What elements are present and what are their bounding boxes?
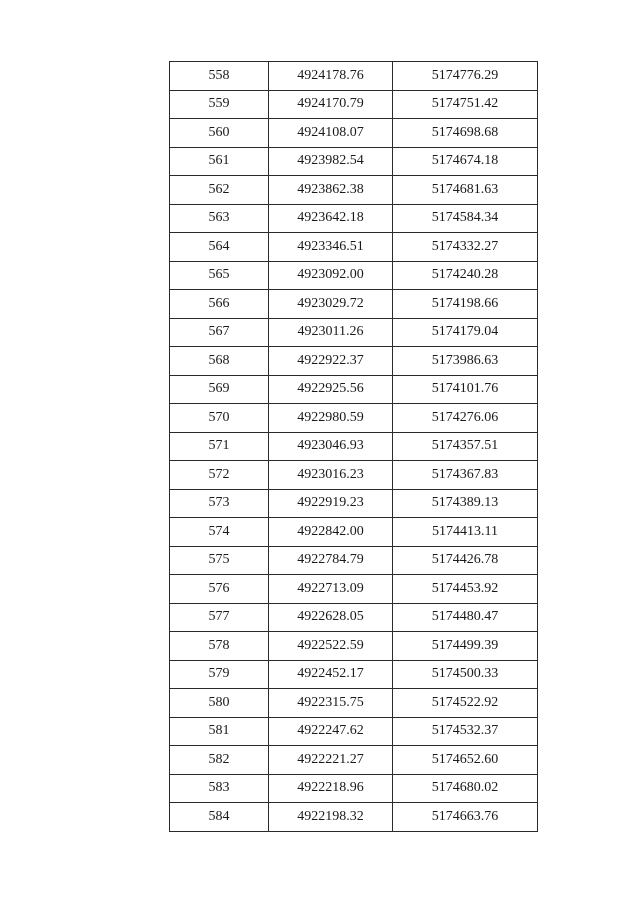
x-coordinate-cell: 4922713.09: [269, 575, 393, 604]
x-coordinate-cell: 4922925.56: [269, 375, 393, 404]
x-coordinate-cell: 4922218.96: [269, 774, 393, 803]
point-number-cell: 574: [170, 518, 269, 547]
table-row: [170, 774, 538, 803]
x-coordinate-cell: 4923016.23: [269, 461, 393, 490]
table-row: [170, 290, 538, 319]
table-row: [170, 546, 538, 575]
x-coordinate-cell: 4922221.27: [269, 746, 393, 775]
y-coordinate-cell: 5173986.63: [393, 347, 538, 376]
x-coordinate-cell: 4922315.75: [269, 689, 393, 718]
point-number-cell: 568: [170, 347, 269, 376]
x-coordinate-cell: 4922842.00: [269, 518, 393, 547]
point-number-cell: 561: [170, 147, 269, 176]
point-number-cell: 560: [170, 119, 269, 148]
point-number-cell: 564: [170, 233, 269, 262]
point-number-cell: 559: [170, 90, 269, 119]
coordinates-table: [169, 61, 538, 832]
table-row: [170, 90, 538, 119]
x-coordinate-cell: 4923046.93: [269, 432, 393, 461]
table-row: [170, 746, 538, 775]
x-coordinate-cell: 4922922.37: [269, 347, 393, 376]
x-coordinate-cell: 4922628.05: [269, 603, 393, 632]
y-coordinate-cell: 5174240.28: [393, 261, 538, 290]
table-row: [170, 461, 538, 490]
y-coordinate-cell: 5174776.29: [393, 62, 538, 91]
x-coordinate-cell: 4923011.26: [269, 318, 393, 347]
table-row: [170, 147, 538, 176]
point-number-cell: 570: [170, 404, 269, 433]
x-coordinate-cell: 4923346.51: [269, 233, 393, 262]
y-coordinate-cell: 5174751.42: [393, 90, 538, 119]
y-coordinate-cell: 5174332.27: [393, 233, 538, 262]
point-number-cell: 566: [170, 290, 269, 319]
table-row: [170, 261, 538, 290]
table-row: [170, 62, 538, 91]
point-number-cell: 576: [170, 575, 269, 604]
point-number-cell: 577: [170, 603, 269, 632]
x-coordinate-cell: 4922980.59: [269, 404, 393, 433]
x-coordinate-cell: 4924178.76: [269, 62, 393, 91]
table-row: [170, 717, 538, 746]
table-row: [170, 632, 538, 661]
x-coordinate-cell: 4923642.18: [269, 204, 393, 233]
y-coordinate-cell: 5174499.39: [393, 632, 538, 661]
table-row: [170, 432, 538, 461]
y-coordinate-cell: 5174198.66: [393, 290, 538, 319]
y-coordinate-cell: 5174276.06: [393, 404, 538, 433]
x-coordinate-cell: 4922919.23: [269, 489, 393, 518]
x-coordinate-cell: 4924108.07: [269, 119, 393, 148]
y-coordinate-cell: 5174413.11: [393, 518, 538, 547]
y-coordinate-cell: 5174179.04: [393, 318, 538, 347]
x-coordinate-cell: 4922452.17: [269, 660, 393, 689]
point-number-cell: 583: [170, 774, 269, 803]
point-number-cell: 581: [170, 717, 269, 746]
x-coordinate-cell: 4923982.54: [269, 147, 393, 176]
x-coordinate-cell: 4923862.38: [269, 176, 393, 205]
table-row: [170, 404, 538, 433]
table-row: [170, 375, 538, 404]
point-number-cell: 578: [170, 632, 269, 661]
table-row: [170, 318, 538, 347]
table-row: [170, 518, 538, 547]
point-number-cell: 569: [170, 375, 269, 404]
point-number-cell: 580: [170, 689, 269, 718]
table-row: [170, 233, 538, 262]
table-row: [170, 347, 538, 376]
table-row: [170, 660, 538, 689]
point-number-cell: 584: [170, 803, 269, 832]
table-row: [170, 803, 538, 832]
y-coordinate-cell: 5174663.76: [393, 803, 538, 832]
y-coordinate-cell: 5174367.83: [393, 461, 538, 490]
x-coordinate-cell: 4923092.00: [269, 261, 393, 290]
y-coordinate-cell: 5174500.33: [393, 660, 538, 689]
table-row: [170, 176, 538, 205]
x-coordinate-cell: 4922522.59: [269, 632, 393, 661]
y-coordinate-cell: 5174681.63: [393, 176, 538, 205]
table-row: [170, 603, 538, 632]
y-coordinate-cell: 5174584.34: [393, 204, 538, 233]
point-number-cell: 582: [170, 746, 269, 775]
point-number-cell: 562: [170, 176, 269, 205]
table-row: [170, 489, 538, 518]
y-coordinate-cell: 5174652.60: [393, 746, 538, 775]
point-number-cell: 575: [170, 546, 269, 575]
y-coordinate-cell: 5174522.92: [393, 689, 538, 718]
y-coordinate-cell: 5174453.92: [393, 575, 538, 604]
table-row: [170, 119, 538, 148]
y-coordinate-cell: 5174101.76: [393, 375, 538, 404]
point-number-cell: 573: [170, 489, 269, 518]
x-coordinate-cell: 4923029.72: [269, 290, 393, 319]
point-number-cell: 565: [170, 261, 269, 290]
point-number-cell: 558: [170, 62, 269, 91]
y-coordinate-cell: 5174532.37: [393, 717, 538, 746]
x-coordinate-cell: 4922247.62: [269, 717, 393, 746]
point-number-cell: 563: [170, 204, 269, 233]
table-row: [170, 575, 538, 604]
coordinates-table-body: [170, 62, 538, 832]
y-coordinate-cell: 5174698.68: [393, 119, 538, 148]
x-coordinate-cell: 4922198.32: [269, 803, 393, 832]
y-coordinate-cell: 5174357.51: [393, 432, 538, 461]
point-number-cell: 571: [170, 432, 269, 461]
point-number-cell: 567: [170, 318, 269, 347]
y-coordinate-cell: 5174389.13: [393, 489, 538, 518]
x-coordinate-cell: 4922784.79: [269, 546, 393, 575]
y-coordinate-cell: 5174680.02: [393, 774, 538, 803]
table-row: [170, 204, 538, 233]
y-coordinate-cell: 5174674.18: [393, 147, 538, 176]
point-number-cell: 579: [170, 660, 269, 689]
x-coordinate-cell: 4924170.79: [269, 90, 393, 119]
table-row: [170, 689, 538, 718]
y-coordinate-cell: 5174426.78: [393, 546, 538, 575]
y-coordinate-cell: 5174480.47: [393, 603, 538, 632]
point-number-cell: 572: [170, 461, 269, 490]
